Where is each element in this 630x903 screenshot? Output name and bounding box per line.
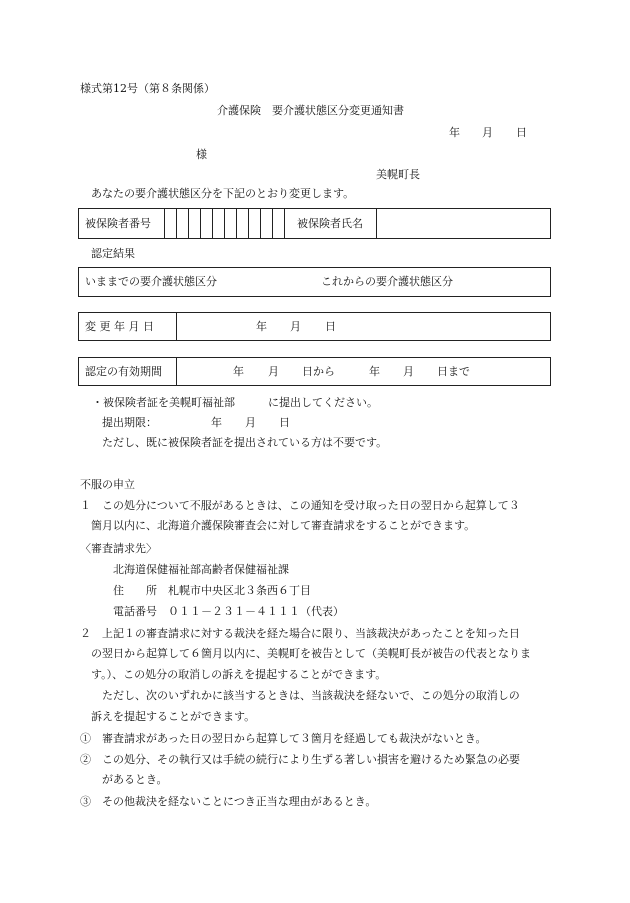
appeal-p2-line2: の翌日から起算して６箇月以内に、美幌町を被告として（美幌町長が被告の代表となりま <box>91 647 531 660</box>
insured-info-table <box>78 208 551 239</box>
insured-number-label: 被保険者番号 <box>85 217 151 230</box>
insured-number-cell-9 <box>260 209 261 238</box>
change-date-day: 日 <box>325 320 336 333</box>
validity-from-month: 月 <box>268 365 279 378</box>
result-heading: 認定結果 <box>91 247 135 260</box>
appeal-p1-line2: 箇月以内に、北海道介護保険審査会に対して審査請求をすることができます。 <box>91 519 476 532</box>
validity-table <box>78 357 551 386</box>
result-table <box>78 267 551 297</box>
date-year: 年 <box>449 126 460 139</box>
issuer: 美幌町長 <box>376 168 420 181</box>
change-date-year: 年 <box>256 320 267 333</box>
insured-name-cell <box>376 209 377 238</box>
deadline-month: 月 <box>245 416 256 429</box>
appeal-item-1: ① 審査請求があった日の翌日から起算して３箇月を経過しても裁決がないとき。 <box>80 732 487 745</box>
insured-number-cell-5 <box>212 209 213 238</box>
appeal-p3-line1: ただし、次のいずれかに該当するときは、当該裁決を経ないで、この処分の取消しの <box>102 689 520 702</box>
insured-number-cell-2 <box>176 209 177 238</box>
submit-instruction: ・被保険者証を美幌町福祉部 に提出してください。 <box>92 396 378 409</box>
insured-number-cell-11 <box>284 209 285 238</box>
appeal-p2-line3: す。）、この処分の取消しの訴えを提起することができます。 <box>91 668 387 681</box>
change-date-label: 変 更 年 月 日 <box>85 320 154 333</box>
appeal-item-3: ③ その他裁決を経ないことにつき正当な理由があるとき。 <box>80 795 377 808</box>
insured-number-cell-4 <box>200 209 201 238</box>
appeal-heading: 不服の申立 <box>80 478 135 491</box>
deadline-day: 日 <box>279 416 290 429</box>
validity-to-month: 月 <box>403 365 414 378</box>
appeal-p1-line1: １ この処分について不服があるときは、この通知を受け取った日の翌日から起算して３ <box>80 499 520 512</box>
insured-name-label: 被保険者氏名 <box>297 217 363 230</box>
insured-number-cell-1 <box>164 209 165 238</box>
change-date-month: 月 <box>290 320 301 333</box>
previous-level-label: いままでの要介護状態区分 <box>85 275 217 288</box>
date-day: 日 <box>516 126 527 139</box>
insured-number-cell-6 <box>224 209 225 238</box>
destination-dept: 北海道保健福祉部高齢者保健福祉課 <box>113 563 289 576</box>
new-level-label: これからの要介護状態区分 <box>321 275 453 288</box>
addressee-honorific: 様 <box>196 148 207 161</box>
submit-exception: ただし、既に被保険者証を提出されている方は不要です。 <box>102 436 388 449</box>
destination-heading: 〈審査請求先〉 <box>80 542 157 555</box>
validity-label: 認定の有効期間 <box>85 365 162 378</box>
destination-phone: 電話番号 ０１１－２３１－４１１１（代表） <box>113 605 344 618</box>
document-title: 介護保険 要介護状態区分変更通知書 <box>217 104 404 117</box>
insured-number-cell-3 <box>188 209 189 238</box>
validity-to-year: 年 <box>369 365 380 378</box>
intro-text: あなたの要介護状態区分を下記のとおり変更します。 <box>91 187 355 200</box>
insured-number-cell-7 <box>236 209 237 238</box>
form-number: 様式第12号（第８条関係） <box>80 82 215 95</box>
change-date-divider <box>176 313 177 340</box>
deadline-label: 提出期限： <box>102 416 157 429</box>
validity-from-year: 年 <box>233 365 244 378</box>
appeal-p3-line2: 訴えを提起することができます。 <box>91 710 256 723</box>
deadline-year: 年 <box>211 416 222 429</box>
appeal-p2-line1: ２ 上記１の審査請求に対する裁決を経た場合に限り、当該裁決があったことを知った日 <box>80 627 520 640</box>
validity-from-day: 日から <box>302 365 335 378</box>
validity-to-day: 日まで <box>437 365 470 378</box>
date-month: 月 <box>482 126 493 139</box>
change-date-table <box>78 312 551 341</box>
appeal-item-2-line2: があるとき。 <box>102 773 168 786</box>
appeal-item-2-line1: ② この処分、その執行又は手続の続行により生ずる著しい損害を避けるため緊急の必要 <box>80 753 520 766</box>
destination-address: 住 所 札幌市中央区北３条西６丁目 <box>113 584 311 597</box>
validity-divider <box>176 358 177 385</box>
insured-number-cell-8 <box>248 209 249 238</box>
insured-number-cell-10 <box>272 209 273 238</box>
